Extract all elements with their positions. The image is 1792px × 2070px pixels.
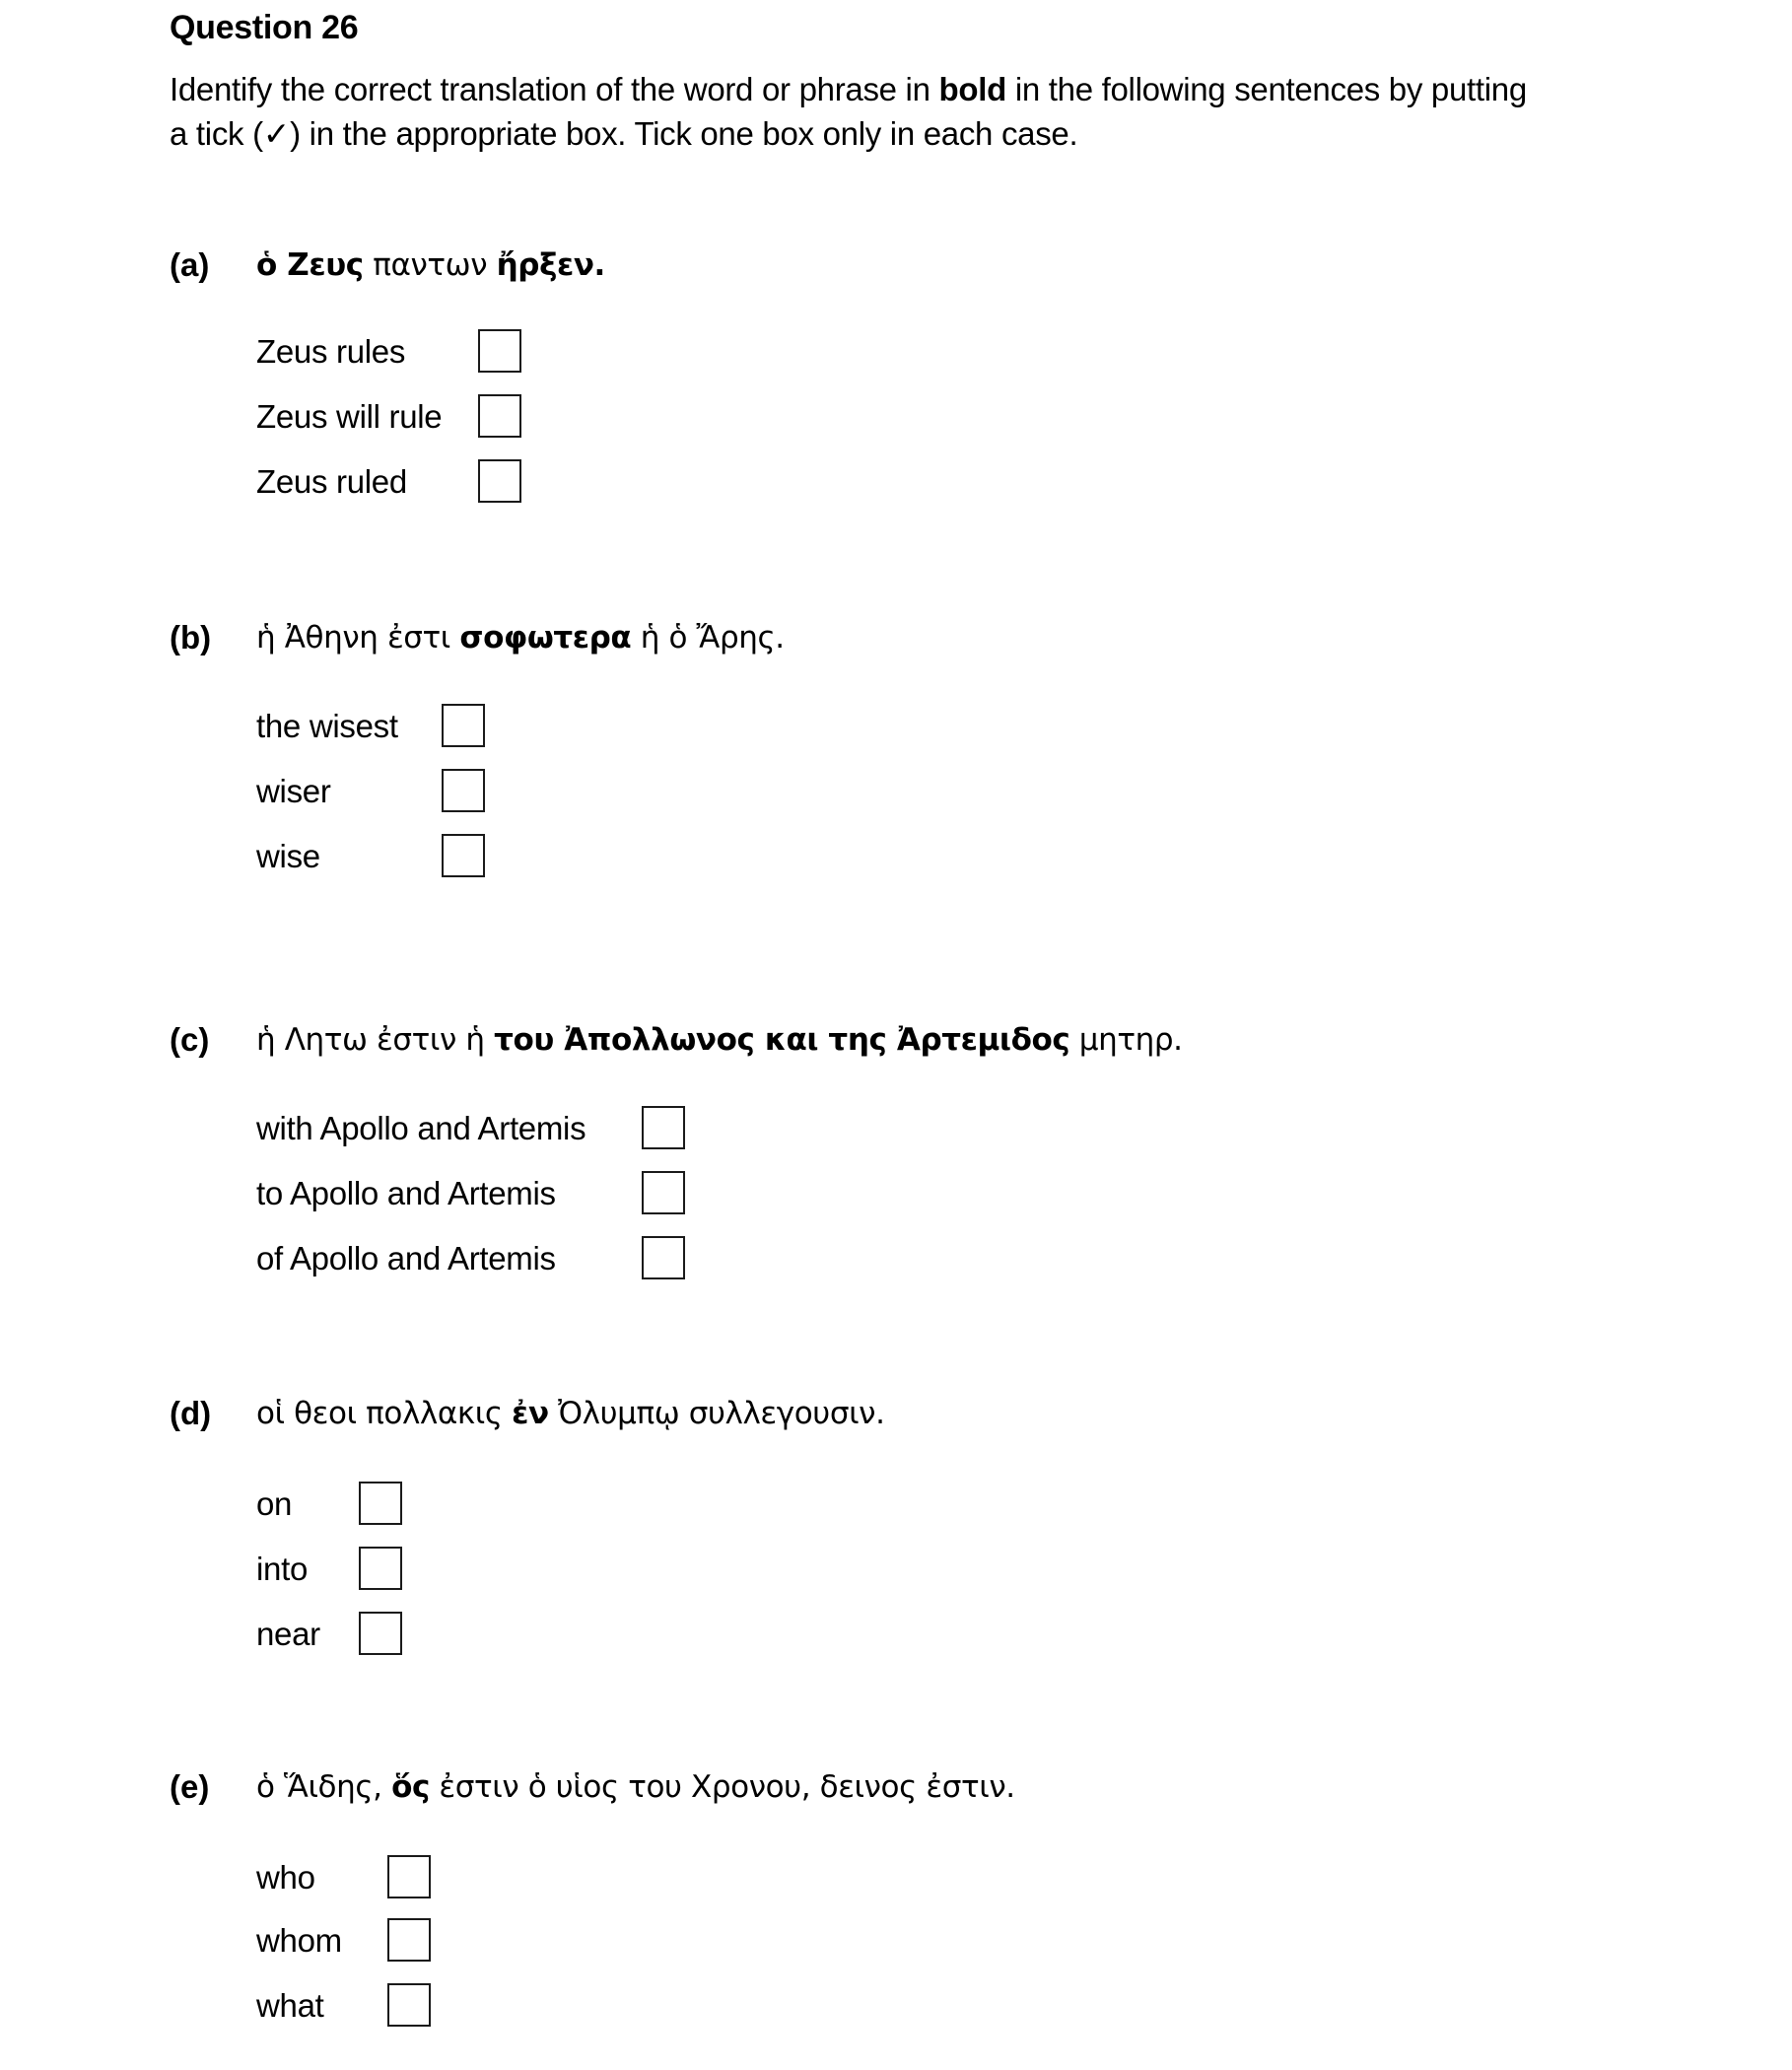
sentence-segment: ὁ Ἅιδης, [256, 1769, 392, 1805]
sentence-segment: μητηρ. [1069, 1022, 1183, 1058]
part-letter: (e) [170, 1768, 210, 1805]
sentence-segment: Ὀλυμπῳ συλλεγουσιν. [548, 1396, 885, 1431]
sentence-bold-segment: του Ἀπολλωνος και της Ἀρτεμιδος [494, 1022, 1070, 1058]
sentence-bold-segment: ἐν [512, 1396, 549, 1431]
tick-box[interactable] [442, 834, 485, 877]
option-label: wise [256, 838, 320, 874]
instructions-bold-word: bold [938, 71, 1006, 107]
sentence-segment: οἱ θεοι πολλακις [256, 1396, 513, 1431]
greek-sentence [256, 613, 785, 662]
greek-sentence [256, 1389, 885, 1438]
tick-box[interactable] [478, 329, 521, 373]
instructions-text: Identify the correct translation of the word or phrase in [170, 71, 939, 107]
sentence-segment: ἡ Λητω ἐστιν ἡ [256, 1022, 495, 1058]
tick-box[interactable] [442, 704, 485, 747]
tick-box[interactable] [387, 1918, 431, 1962]
sentence-bold-segment: ἤρξεν. [496, 247, 605, 283]
sentence-bold-segment: σοφωτερα [459, 620, 632, 656]
option-label: of Apollo and Artemis [256, 1240, 556, 1276]
part-header [170, 613, 1648, 662]
sentence-bold-segment: ὅς [391, 1769, 430, 1805]
sentence-segment: παντων [363, 247, 497, 283]
part-b [170, 613, 1648, 874]
part-e [170, 1762, 1648, 2024]
greek-sentence [256, 1762, 1015, 1812]
tick-box[interactable] [642, 1236, 685, 1279]
option-label: into [256, 1551, 309, 1587]
option-label: wiser [256, 773, 331, 809]
option-label: with Apollo and Artemis [256, 1110, 586, 1146]
part-letter: (a) [170, 246, 210, 283]
tick-box[interactable] [478, 459, 521, 503]
part-c [170, 1015, 1648, 1276]
part-header [170, 1389, 1648, 1438]
option-label: what [256, 1987, 324, 2024]
option-label: Zeus ruled [256, 463, 407, 500]
option-label: whom [256, 1922, 342, 1959]
tick-box[interactable] [387, 1855, 431, 1898]
tick-box[interactable] [359, 1612, 402, 1655]
tick-box[interactable] [359, 1547, 402, 1590]
question-instructions [170, 67, 1648, 156]
question-title: Question 26 [170, 9, 359, 46]
tick-box[interactable] [642, 1171, 685, 1214]
instructions-text: a tick (✓) in the appropriate box. Tick one box only in each case. [170, 115, 1078, 152]
tick-box[interactable] [359, 1482, 402, 1525]
part-header [170, 1015, 1648, 1065]
part-a [170, 241, 1648, 500]
option-label: to Apollo and Artemis [256, 1175, 556, 1211]
option-label: who [256, 1859, 315, 1896]
tick-box[interactable] [642, 1106, 685, 1149]
greek-sentence [256, 241, 605, 290]
greek-sentence [256, 1015, 1183, 1065]
part-letter: (c) [170, 1021, 210, 1058]
part-header [170, 241, 1648, 290]
sentence-bold-segment: ὁ Ζευς [256, 247, 364, 283]
tick-box[interactable] [442, 769, 485, 812]
option-label: on [256, 1485, 293, 1522]
part-d [170, 1389, 1648, 1652]
part-letter: (b) [170, 619, 212, 656]
option-label: Zeus will rule [256, 398, 443, 435]
option-label: near [256, 1616, 320, 1652]
part-letter: (d) [170, 1395, 212, 1431]
option-label: Zeus rules [256, 333, 406, 370]
tick-box[interactable] [478, 394, 521, 438]
option-label: the wisest [256, 708, 398, 744]
instructions-text: in the following sentences by putting [1005, 71, 1527, 107]
tick-box[interactable] [387, 1983, 431, 2027]
sentence-segment: ἡ ὁ Ἄρης. [631, 620, 785, 656]
sentence-segment: ἡ Ἀθηνη ἐστι [256, 620, 460, 656]
sentence-segment: ἐστιν ὁ υἱος του Χρονου, δεινος ἐστιν. [429, 1769, 1015, 1805]
part-header [170, 1762, 1648, 1812]
